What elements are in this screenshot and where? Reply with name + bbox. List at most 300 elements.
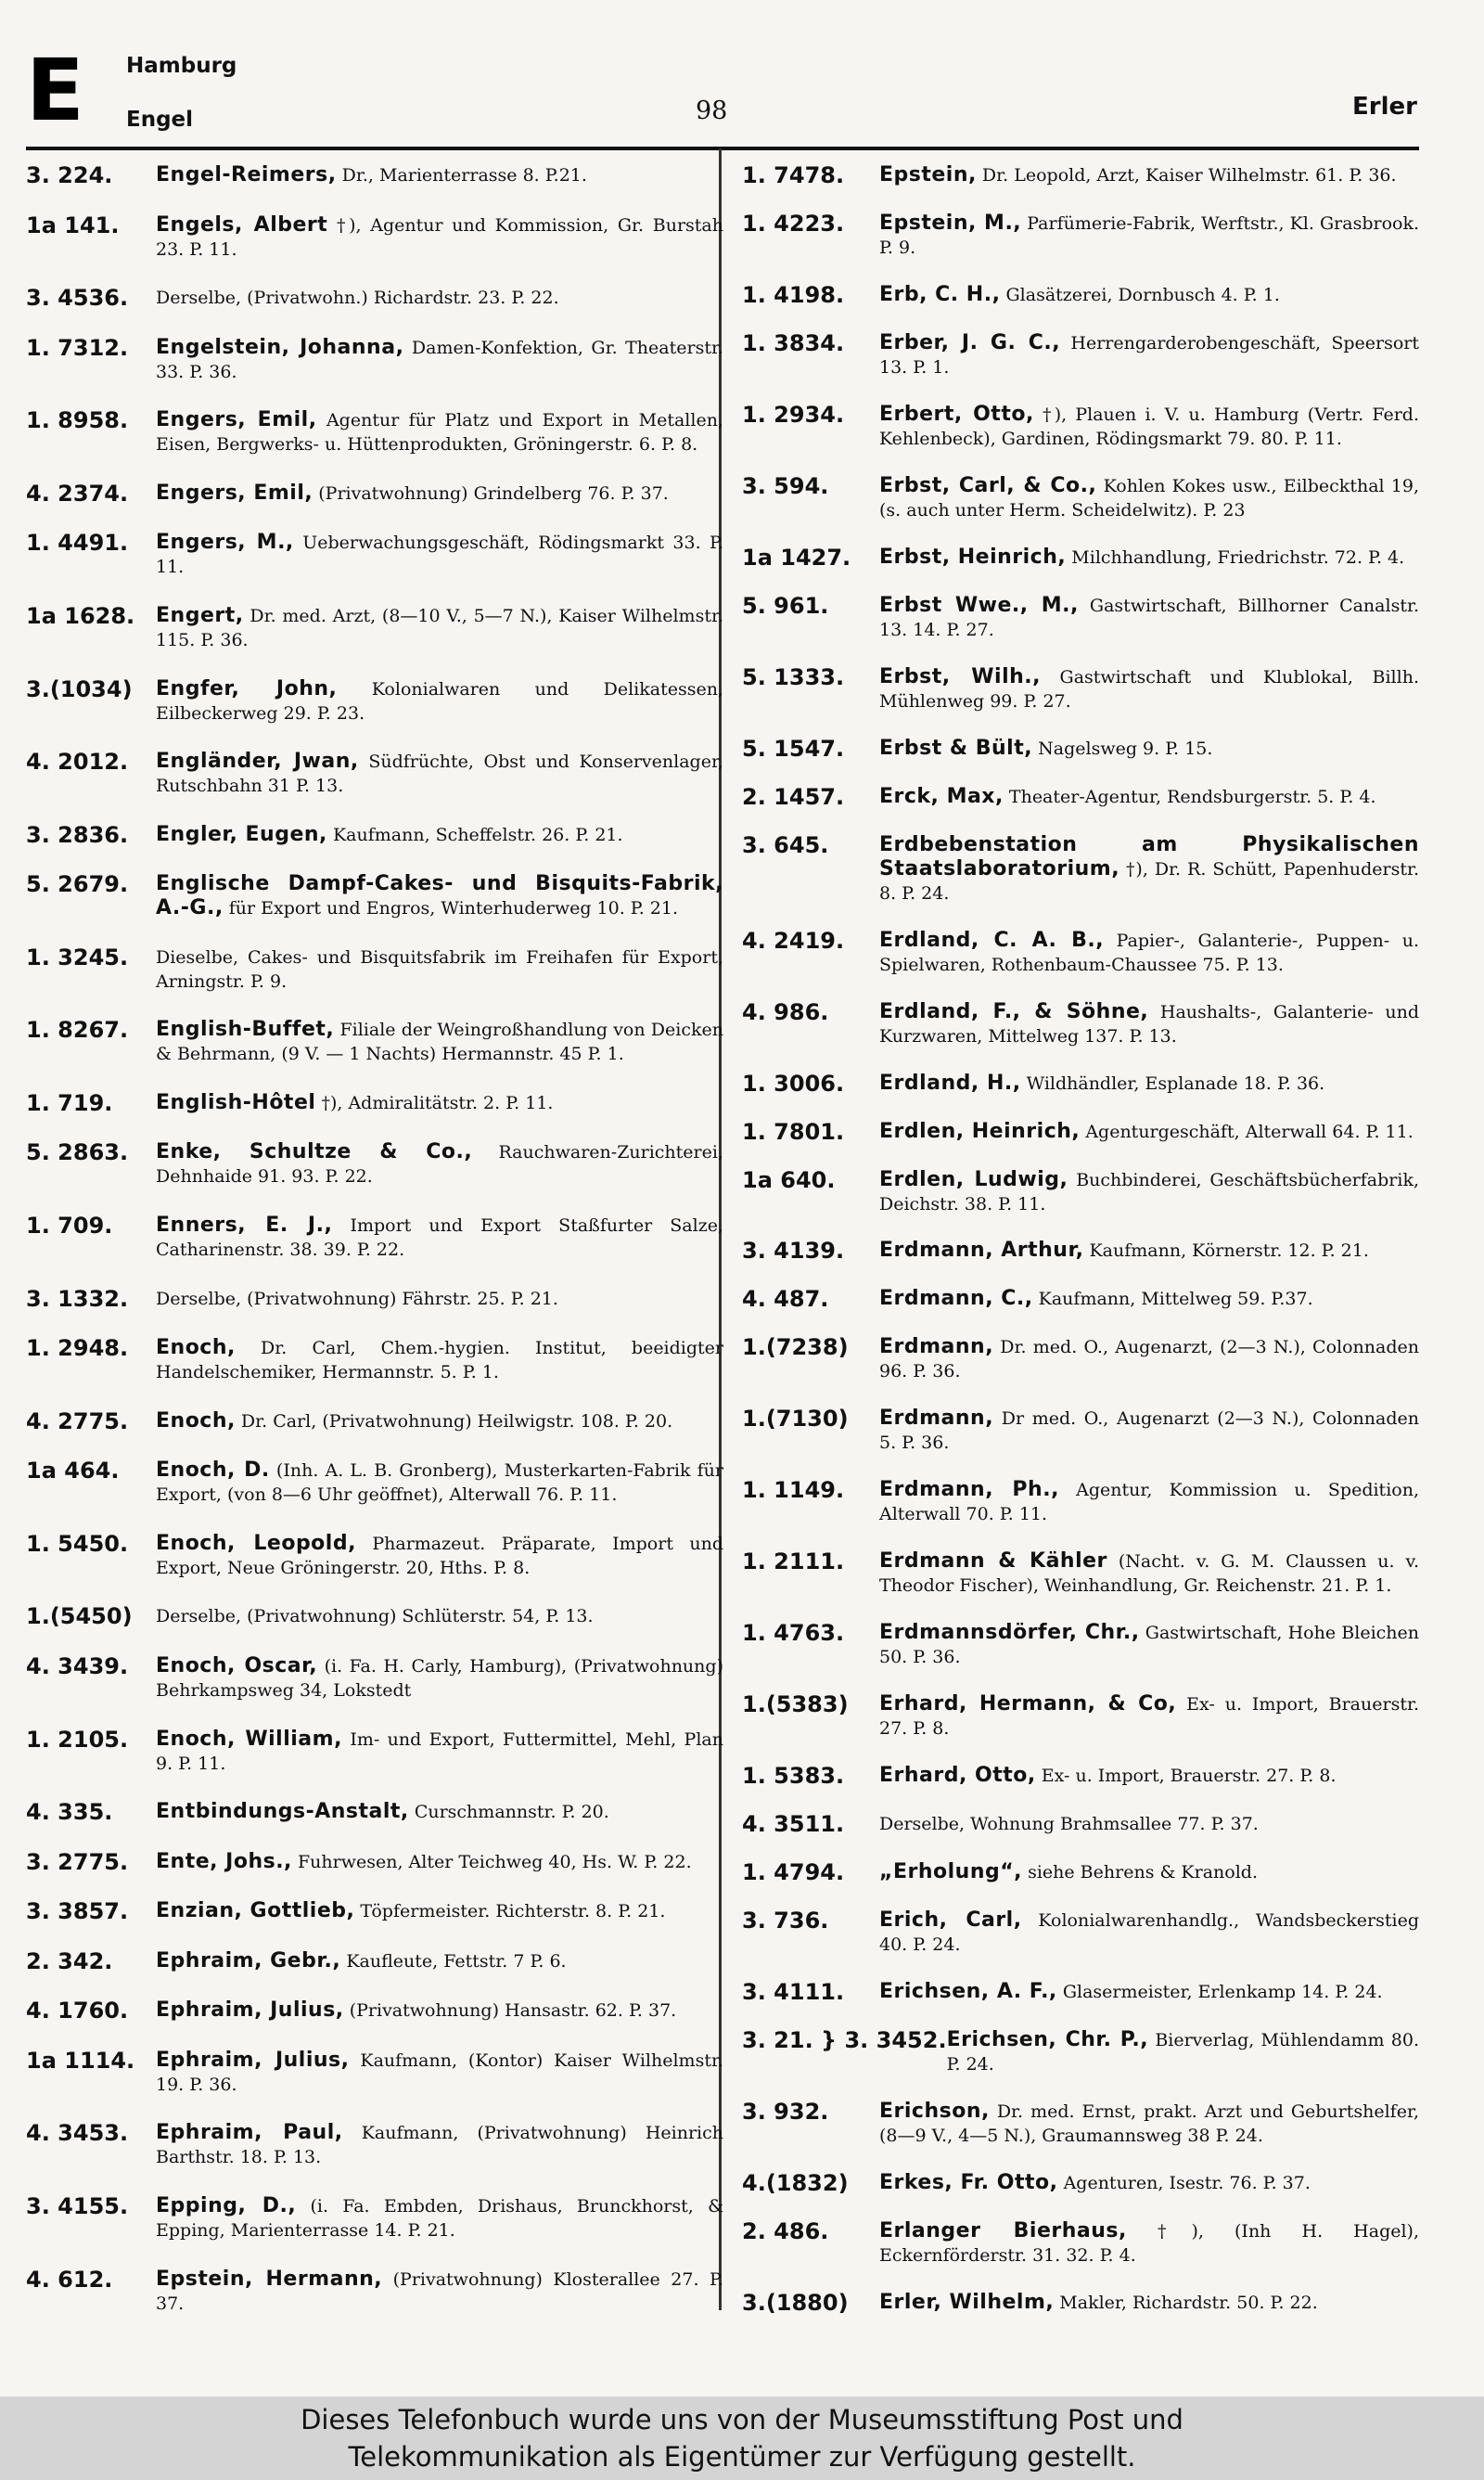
subscriber-name: Ephraim, Julius,	[156, 1998, 344, 2023]
entry-details: Ex- u. Import, Brauerstr. 27. P. 8.	[1041, 1766, 1337, 1787]
entry-details: Dr. med. Ernst, prakt. Arzt und Geburtshelfer, (8—9 V., 4—5 N.), Graumannsweg 38 P. 24.	[879, 2101, 1419, 2147]
subscriber-name: Erich, Carl,	[879, 1908, 1022, 1933]
subscriber-name: Erdlen, Heinrich,	[879, 1119, 1081, 1143]
entry-details: Rauchwaren-Zurichterei, Dehnhaide 91. 93. P. 22.	[156, 1142, 723, 1188]
phone-number: 1a 1628.	[26, 602, 135, 629]
entry-details: Südfrüchte, Obst und Konservenlager, Rutschbahn 31 P. 13.	[156, 752, 723, 797]
phone-number: 3. 4139.	[742, 1238, 845, 1265]
subscriber-name: Engelstein, Johanna,	[156, 335, 404, 359]
phone-number: 5. 1333.	[742, 663, 845, 690]
subscriber-name: Engfer, John,	[156, 676, 338, 700]
directory-entry	[26, 1728, 723, 1776]
entry-text	[156, 531, 723, 579]
phone-number: 1a 141.	[26, 212, 120, 238]
subscriber-name: Erkes, Fr. Otto,	[879, 2171, 1058, 2194]
entry-details: (Nacht. v. G. M. Claussen u. v. Theodor Fischer), Weinhandlung, Gr. Reichenstr. 21. P. 1.	[879, 1551, 1419, 1597]
entry-text	[879, 163, 1419, 187]
phone-number: 4. 335.	[26, 1799, 113, 1826]
subscriber-name: Engel-Reimers,	[156, 163, 337, 186]
entry-details: Dr. Carl, Chem.-hygien. Institut, beeidigter Handelschemiker, Hermannstr. 5. P. 1.	[156, 1338, 724, 1383]
entry-text	[156, 823, 723, 847]
subscriber-name: Enzian, Gottlieb,	[156, 1899, 355, 1923]
entry-text	[879, 1812, 1419, 1836]
entry-details: (Privatwohnung) Grindelberg 76. P. 37.	[318, 482, 669, 504]
phone-number: 5. 2679.	[26, 871, 129, 898]
directory-entry	[742, 1764, 1419, 1789]
phone-number: 4. 3439.	[26, 1652, 129, 1679]
phone-number: 5. 1547.	[742, 735, 845, 762]
phone-number: 4. 2775.	[26, 1407, 129, 1434]
subscriber-name: Epping, D.,	[156, 2194, 297, 2217]
entry-details: (Privatwohnung) Klosterallee 27. P. 37.	[156, 2268, 723, 2314]
entry-details: Filiale der Weingroßhandlung von Deicken & Behrmann, (9 V. — 1 Nachts) Hermannstr. 45 P. 1.	[156, 1020, 723, 1065]
subscriber-name: Engels, Albert	[156, 212, 328, 237]
page-header	[26, 41, 1417, 141]
entry-text	[879, 1120, 1419, 1144]
phone-number: 3. 224.	[26, 162, 113, 188]
entry-text	[879, 1168, 1419, 1216]
subscriber-name: Engers, Emil,	[156, 408, 317, 432]
directory-entry	[742, 283, 1419, 308]
directory-entry	[742, 331, 1419, 379]
entry-details: für Export und Engros, Winterhuderweg 10. P. 21.	[228, 898, 679, 919]
entry-text	[879, 1764, 1419, 1788]
directory-entry	[742, 163, 1419, 188]
entry-details: Agentur, Kommission u. Spedition, Alterwall 70. P. 11.	[879, 1480, 1419, 1525]
directory-entry	[742, 403, 1419, 451]
entry-text	[156, 604, 723, 652]
directory-entry	[26, 1091, 723, 1116]
entry-text	[879, 1000, 1419, 1048]
subscriber-name: Erhard, Otto,	[879, 1764, 1036, 1788]
directory-entry	[26, 336, 723, 384]
directory-entry	[26, 2049, 723, 2097]
phone-number: 3.(1034)	[26, 675, 133, 702]
subscriber-name: Enoch, Oscar,	[156, 1653, 318, 1677]
entry-text	[156, 2268, 723, 2316]
entry-text	[156, 286, 723, 310]
entry-text	[156, 1654, 723, 1703]
entry-text	[156, 2194, 723, 2242]
subscriber-name: Enoch, William,	[156, 1727, 342, 1751]
subscriber-name: Erichsen, A. F.,	[879, 1980, 1057, 2004]
directory-entry	[742, 474, 1419, 522]
directory-entry	[742, 785, 1419, 810]
phone-number: 4. 2419.	[742, 927, 845, 954]
subscriber-name: Erbst, Wilh.,	[879, 664, 1041, 688]
entry-text	[879, 1860, 1419, 1884]
entry-text	[879, 2219, 1419, 2268]
entry-text	[879, 2100, 1419, 2148]
directory-entry	[26, 1800, 723, 1825]
phone-number: 5. 961.	[742, 592, 829, 619]
directory-entry	[26, 1336, 723, 1384]
entry-text	[156, 1091, 723, 1115]
subscriber-name: Enoch,	[156, 1336, 236, 1360]
footer-line-1: Dieses Telefonbuch wurde uns von der Museumsstiftung Post und	[301, 2404, 1183, 2435]
subscriber-name: Enoch, Leopold,	[156, 1531, 356, 1555]
entry-details: †), Admiralitätstr. 2. P. 11.	[321, 1092, 554, 1113]
entry-details: Kohlen Kokes usw., Eilbeckthal 19, (s. auch unter Herm. Scheidelwitz). P. 23	[879, 475, 1419, 520]
phone-number: 4. 986.	[742, 998, 829, 1025]
entry-details: Im- und Export, Futtermittel, Mehl, Plan 9. P. 11.	[156, 1728, 723, 1774]
directory-entry	[26, 286, 723, 311]
phone-number: 1. 4794.	[742, 1859, 845, 1886]
subscriber-name: Erdmann,	[879, 1335, 994, 1359]
phone-number: 4. 1760.	[26, 1998, 129, 2024]
phone-number: 1. 4223.	[742, 210, 845, 237]
subscriber-name: Erck, Max,	[879, 784, 1004, 808]
entry-details: Derselbe, Wohnung Brahmsallee 77. P. 37.	[879, 1814, 1259, 1835]
phone-number: 1. 4491.	[26, 530, 129, 557]
phone-number: 3. 2836.	[26, 821, 129, 848]
subscriber-name: Engers, Emil,	[156, 481, 313, 505]
entry-details: Glasermeister, Erlenkamp 14. P. 24.	[1062, 1982, 1383, 2003]
phone-number: 1. 2934.	[742, 401, 845, 428]
subscriber-name: Erbst & Bült,	[879, 736, 1033, 760]
entry-details: Dieselbe, Cakes- und Bisquitsfabrik im Freihafen für Export, Arningstr. P. 9.	[156, 946, 723, 992]
directory-entry	[742, 1621, 1419, 1669]
phone-number: 1. 7478.	[742, 162, 845, 188]
entry-text	[156, 1409, 723, 1433]
subscriber-name: Erdmann, Ph.,	[879, 1478, 1059, 1502]
phone-number: 1a 1427.	[742, 544, 851, 571]
entry-text	[879, 737, 1419, 761]
phone-number: 3. 1332.	[26, 1285, 129, 1312]
subscriber-name: Erlanger Bierhaus,	[879, 2218, 1127, 2242]
subscriber-name: Enners, E. J.,	[156, 1214, 333, 1237]
subscriber-name: Ephraim, Julius,	[156, 2048, 350, 2072]
phone-number: 1.(5450)	[26, 1603, 133, 1630]
directory-entry	[26, 945, 723, 994]
directory-entry	[26, 1458, 723, 1507]
directory-entry	[742, 546, 1419, 571]
entry-text	[879, 1239, 1419, 1263]
subscriber-name: Erdland, C. A. B.,	[879, 928, 1105, 952]
entry-text	[879, 283, 1419, 307]
entry-text	[879, 403, 1419, 451]
entry-text	[879, 1407, 1419, 1455]
entry-text	[879, 1335, 1419, 1383]
entry-text	[156, 1214, 723, 1262]
phone-number: 1. 3834.	[742, 329, 845, 356]
entry-details: Damen-Konfektion, Gr. Theaterstr. 33. P. 36.	[156, 337, 723, 382]
subscriber-name: Erdmannsdörfer, Chr.,	[879, 1621, 1140, 1645]
entry-details: Dr. Leopold, Arzt, Kaiser Wilhelmstr. 61. P. 36.	[981, 165, 1397, 186]
phone-number: 1. 719.	[26, 1089, 113, 1116]
subscriber-name: Ephraim, Gebr.,	[156, 1948, 341, 1972]
entry-text	[879, 1549, 1419, 1598]
directory-entry	[742, 1692, 1419, 1741]
subscriber-name: Erdmann,	[879, 1407, 994, 1431]
entry-text	[156, 1532, 723, 1580]
entry-details: Dr., Marienterrasse 8. P.21.	[341, 165, 587, 186]
entry-details: Kaufmann, (Kontor) Kaiser Wilhelmstr. 19. P. 36.	[156, 2050, 723, 2095]
phone-number: 1. 4198.	[742, 281, 845, 308]
last-name-heading: Erler	[1352, 93, 1417, 121]
entry-text	[879, 212, 1419, 260]
directory-entry	[26, 2194, 723, 2242]
directory-entry	[26, 213, 723, 262]
entry-details: Nagelsweg 9. P. 15.	[1038, 738, 1213, 759]
entry-details: Ueberwachungsgeschäft, Rödingsmarkt 33. P. 11.	[156, 533, 723, 578]
entry-details: Kaufmann, Mittelweg 59. P.37.	[1038, 1289, 1313, 1310]
subscriber-name: Erdmann, Arthur,	[879, 1239, 1084, 1263]
phone-number: 3. 645.	[742, 831, 829, 858]
left-column	[26, 163, 723, 2316]
entry-details: Kolonialwaren und Delikatessen, Eilbeckerweg 29. P. 23.	[156, 678, 723, 724]
subscriber-name: Erdland, F., & Söhne,	[879, 999, 1149, 1023]
phone-number: 1. 5450.	[26, 1530, 129, 1557]
footer-line-2: Telekommunikation als Eigentümer zur Verfügung gestellt.	[348, 2441, 1136, 2473]
directory-entry	[26, 677, 723, 726]
entry-details: Gastwirtschaft, Hohe Bleichen 50. P. 36.	[879, 1623, 1420, 1668]
phone-number: 3. 932.	[742, 2099, 829, 2126]
directory-entry	[26, 750, 723, 798]
directory-entry	[26, 1532, 723, 1580]
directory-entry	[26, 1654, 723, 1703]
entry-details: (i. Fa. Embden, Drishaus, Brunckhorst, & Epping, Marienterrasse 14. P. 21.	[156, 2196, 723, 2241]
entry-text	[156, 1287, 723, 1311]
phone-number: 3. 4155.	[26, 2193, 129, 2219]
entry-text	[156, 945, 723, 994]
directory-entry	[742, 2171, 1419, 2196]
phone-number: 1. 2948.	[26, 1335, 129, 1362]
city-heading: Hamburg	[126, 54, 237, 78]
subscriber-name: Erbst, Heinrich,	[879, 545, 1067, 569]
entry-details: Dr. med. O., Augenarzt, (2—3 N.), Colonnaden 96. P. 36.	[879, 1337, 1419, 1382]
directory-entry	[742, 1239, 1419, 1264]
directory-entry	[742, 1000, 1419, 1048]
phone-number: 3.(1880)	[742, 2289, 849, 2316]
directory-entry	[26, 163, 723, 188]
entry-text	[879, 1072, 1419, 1096]
subscriber-name: Enoch, D.	[156, 1458, 270, 1483]
entry-details: Gastwirtschaft, Billhorner Canalstr. 13. 14. P. 27.	[879, 595, 1419, 640]
entry-text	[156, 1018, 723, 1066]
directory-entry	[742, 1980, 1419, 2005]
entry-text	[879, 1908, 1419, 1957]
attribution-footer	[0, 2396, 1484, 2480]
entry-details: Ex- u. Import, Brauerstr. 27. P. 8.	[879, 1694, 1419, 1740]
entry-text	[947, 2028, 1419, 2076]
directory-entry	[26, 531, 723, 579]
subscriber-name: Erb, C. H.,	[879, 282, 1001, 306]
entry-details: †), Plauen i. V. u. Hamburg (Vertr. Ferd. Kehlenbeck), Gardinen, Rödingsmarkt 79. 80. P. 11.	[879, 404, 1419, 449]
entry-details: Agentur für Platz und Export in Metallen, Eisen, Bergwerks- u. Hüttenprodukten, Gröningerstr. 6. P. 8.	[156, 410, 723, 456]
entry-details: Buchbinderei, Geschäftsbücherfabrik, Deichstr. 38. P. 11.	[879, 1169, 1419, 1214]
entry-text	[879, 1287, 1419, 1311]
subscriber-name: Ephraim, Paul,	[156, 2121, 343, 2145]
directory-entry	[742, 1908, 1419, 1957]
phone-number: 4. 3511.	[742, 1811, 845, 1838]
entry-text	[879, 594, 1419, 642]
directory-entry	[742, 737, 1419, 762]
entry-text	[879, 833, 1419, 906]
subscriber-name: Enoch,	[156, 1408, 236, 1433]
subscriber-name: Epstein,	[879, 163, 977, 186]
directory-entry	[26, 823, 723, 848]
phone-number: 4.(1832)	[742, 2170, 849, 2196]
directory-entry	[742, 665, 1419, 713]
directory-entry	[26, 1604, 723, 1629]
phone-number: 1. 3006.	[742, 1070, 845, 1097]
entry-text	[156, 1850, 723, 1874]
phone-number: 3. 3857.	[26, 1898, 129, 1925]
directory-entry	[742, 2100, 1419, 2148]
subscriber-name: Epstein, Hermann,	[156, 2267, 383, 2291]
entry-details: Dr med. O., Augenarzt (2—3 N.), Colonnaden 5. P. 36.	[879, 1408, 1419, 1454]
entry-text	[156, 1899, 723, 1923]
phone-number: 3. 736.	[742, 1908, 829, 1934]
entry-details: Bierverlag, Mühlendamm 80. P. 24.	[946, 2030, 1419, 2075]
phone-number: 1. 5383.	[742, 1763, 845, 1790]
subscriber-name: Epstein, M.,	[879, 211, 1022, 235]
subscriber-name: Enke, Schultze & Co.,	[156, 1140, 473, 1164]
entry-details: Kaufmann, Scheffelstr. 26. P. 21.	[332, 824, 623, 845]
directory-entry	[742, 833, 1419, 906]
entry-text	[156, 1458, 723, 1507]
entry-text	[156, 1949, 723, 1973]
entry-details: Theater-Agentur, Rendsburgerstr. 5. P. 4.	[1008, 786, 1376, 807]
entry-details: †), (Inh H. Hagel), Eckernförderstr. 31. 32. P. 4.	[879, 2220, 1420, 2266]
directory-entry	[26, 1140, 723, 1189]
phone-number: 1. 8267.	[26, 1017, 129, 1044]
entry-text	[156, 1728, 723, 1776]
phone-number: 1. 8958.	[26, 407, 129, 434]
header-rule	[26, 147, 1419, 150]
phone-number: 5. 2863.	[26, 1139, 129, 1166]
page-number: 98	[696, 96, 728, 125]
subscriber-name: Erdmann, C.,	[879, 1287, 1033, 1311]
subscriber-name: Engländer, Jwan,	[156, 750, 359, 774]
directory-entry	[742, 929, 1419, 977]
entry-text	[156, 2049, 723, 2097]
entry-details: Fuhrwesen, Alter Teichweg 40, Hs. W. P. 22.	[297, 1851, 692, 1872]
entry-details: Kolonialwarenhandlg., Wandsbeckerstieg 40. P. 24.	[879, 1910, 1419, 1956]
subscriber-name: Erdmann & Kähler	[879, 1549, 1107, 1574]
entry-text	[879, 665, 1419, 713]
entry-details: Agenturgeschäft, Alterwall 64. P. 11.	[1085, 1121, 1414, 1142]
subscriber-name: Ente, Johs.,	[156, 1849, 292, 1873]
phone-number: 1.(7130)	[742, 1406, 849, 1433]
directory-entry	[742, 2028, 1419, 2076]
subscriber-name: Erdlen, Ludwig,	[879, 1167, 1068, 1191]
phone-number: 4. 487.	[742, 1286, 829, 1313]
directory-entry	[742, 1407, 1419, 1455]
directory-entry	[742, 212, 1419, 260]
subscriber-name: Erbst, Carl, & Co.,	[879, 473, 1097, 497]
entry-details: (Privatwohnung) Hansastr. 62. P. 37.	[349, 2000, 677, 2022]
phone-number: 4. 2374.	[26, 480, 129, 507]
directory-entry	[742, 1168, 1419, 1216]
phone-number: 1. 3245.	[26, 944, 129, 970]
entry-details: Gastwirtschaft und Klublokal, Billh. Mühlenweg 99. P. 27.	[879, 666, 1419, 712]
directory-entry	[26, 1850, 723, 1875]
subscriber-name: Erichsen, Chr. P.,	[946, 2028, 1149, 2052]
directory-entry	[26, 2121, 723, 2169]
phone-number: 4. 612.	[26, 2266, 113, 2293]
entry-details: siehe Behrens & Kranold.	[1028, 1862, 1258, 1883]
entry-text	[156, 1140, 723, 1189]
directory-entry	[26, 1018, 723, 1066]
directory-entry	[26, 408, 723, 456]
phone-number: 1. 7801.	[742, 1118, 845, 1145]
subscriber-name: „Erholung“,	[879, 1860, 1023, 1884]
phone-number: 1. 2105.	[26, 1726, 129, 1753]
directory-entry	[742, 1812, 1419, 1837]
directory-entry	[26, 1287, 723, 1312]
entry-text	[879, 929, 1419, 977]
phone-number: 1. 7312.	[26, 334, 129, 361]
entry-details: Agenturen, Isestr. 76. P. 37.	[1063, 2173, 1311, 2193]
entry-text	[156, 1998, 723, 2023]
subscriber-name: Engler, Eugen,	[156, 822, 327, 846]
entry-details: Dr. Carl, (Privatwohnung) Heilwigstr. 108. P. 20.	[240, 1410, 673, 1432]
entry-text	[156, 1336, 723, 1384]
entry-text	[879, 331, 1419, 379]
subscriber-name: Erbert, Otto,	[879, 402, 1034, 426]
directory-entry	[742, 1072, 1419, 1097]
directory-entry	[742, 2219, 1419, 2268]
phone-number: 2. 1457.	[742, 783, 845, 810]
entry-text	[879, 785, 1419, 809]
entry-text	[879, 1980, 1419, 2004]
section-letter: E	[26, 41, 84, 140]
entry-text	[156, 677, 723, 726]
phone-number: 1. 4763.	[742, 1620, 845, 1647]
entry-details: Import und Export Staßfurter Salze, Catharinenstr. 38. 39. P. 22.	[156, 1215, 723, 1260]
entry-text	[879, 474, 1419, 522]
entry-text	[879, 1621, 1419, 1669]
entry-text	[879, 546, 1419, 570]
entry-details: Milchhandlung, Friedrichstr. 72. P. 4.	[1071, 546, 1405, 568]
entry-details: Makler, Richardstr. 50. P. 22.	[1059, 2292, 1318, 2313]
subscriber-name: Erdland, H.,	[879, 1071, 1021, 1095]
entry-text	[879, 2171, 1419, 2195]
phone-number: 1. 1149.	[742, 1477, 845, 1504]
phone-number: 3. 4536.	[26, 285, 129, 312]
entry-text	[156, 336, 723, 384]
entry-details: †), Agentur und Kommission, Gr. Burstah 23. P. 11.	[156, 214, 723, 260]
entry-text	[156, 750, 723, 798]
entry-details: Glasätzerei, Dornbusch 4. P. 1.	[1005, 284, 1280, 305]
phone-number: 4. 2012.	[26, 749, 129, 776]
entry-details: Dr. med. Arzt, (8—10 V., 5—7 N.), Kaiser Wilhelmstr. 115. P. 36.	[156, 605, 723, 650]
entry-text	[156, 1800, 723, 1824]
subscriber-name: Erhard, Hermann, & Co,	[879, 1692, 1177, 1716]
right-column	[742, 163, 1419, 2316]
entry-details: Derselbe, (Privatwohn.) Richardstr. 23. P. 22.	[156, 288, 559, 309]
subscriber-name: Erdbebenstation am Physikalischen Staatslaboratorium,	[879, 832, 1419, 880]
phone-number: 3. 2775.	[26, 1848, 129, 1875]
entry-details: Derselbe, (Privatwohnung) Fährstr. 25. P. 21.	[156, 1288, 558, 1309]
phone-number: 3. 21. } 3. 3452.	[742, 2027, 947, 2054]
entry-details: †), Dr. R. Schütt, Papenhuderstr. 8. P. 24.	[879, 858, 1419, 904]
directory-entry	[742, 1287, 1419, 1312]
entry-text	[156, 163, 723, 187]
phone-number: 1. 2111.	[742, 1548, 845, 1575]
first-name-heading: Engel	[126, 108, 194, 132]
entry-details: Töpfermeister. Richterstr. 8. P. 21.	[360, 1901, 666, 1922]
directory-entry	[26, 1949, 723, 1974]
phone-number: 1. 709.	[26, 1213, 113, 1239]
entry-text	[156, 408, 723, 456]
entry-text	[156, 1604, 723, 1628]
subscriber-name: Erber, J. G. C.,	[879, 330, 1061, 354]
phone-number: 1a 464.	[26, 1458, 120, 1484]
directory-entry	[26, 1899, 723, 1924]
